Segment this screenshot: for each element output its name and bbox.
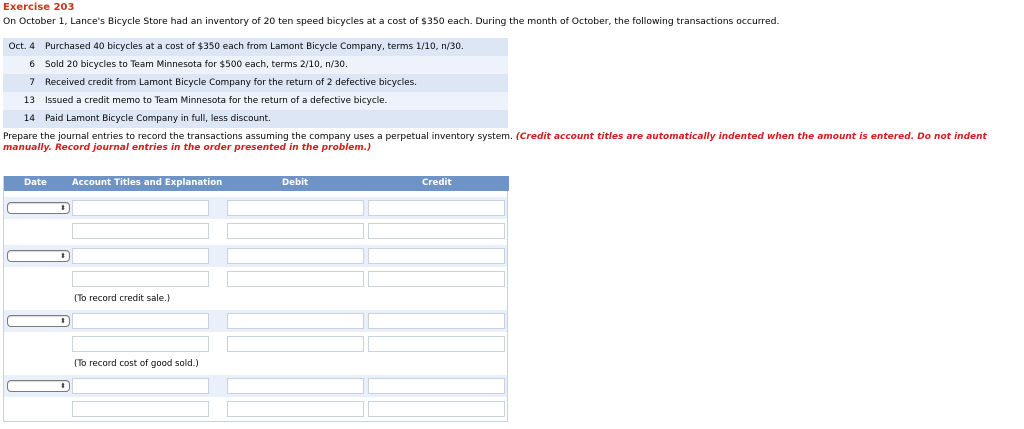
account-input[interactable] [72, 401, 209, 417]
debit-input[interactable] [227, 200, 364, 216]
account-input[interactable] [72, 378, 209, 394]
date-select[interactable] [7, 315, 70, 327]
account-input[interactable] [72, 200, 209, 216]
exercise-title: Exercise 203 [3, 2, 75, 13]
credit-input[interactable] [368, 378, 505, 394]
header-account: Account Titles and Explanation [72, 178, 223, 188]
journal-memo-row [4, 354, 507, 376]
select-arrow-icon: ⬍ [60, 382, 66, 390]
instructions-note: (Credit account titles are automatically indented when the amount is entered. Do not indent manually. Record journal entries in the order presented in the problem.) [3, 132, 987, 153]
debit-input[interactable] [227, 378, 364, 394]
account-input[interactable] [72, 271, 209, 287]
credit-input[interactable] [368, 401, 505, 417]
header-credit: Credit [422, 178, 452, 188]
debit-input[interactable] [227, 401, 364, 417]
transaction-row [3, 38, 508, 56]
transaction-day: 14 [3, 110, 41, 128]
memo-cogs: (To record cost of good sold.) [74, 359, 199, 369]
transaction-row [3, 92, 508, 110]
date-select[interactable] [7, 380, 70, 392]
transaction-text: Received credit from Lamont Bicycle Company for the return of 2 defective bicycles. [41, 74, 508, 92]
transaction-day: 13 [3, 92, 41, 110]
credit-input[interactable] [368, 200, 505, 216]
memo-credit-sale: (To record credit sale.) [74, 294, 171, 304]
debit-input[interactable] [227, 271, 364, 287]
account-input[interactable] [72, 223, 209, 239]
journal-memo-row [4, 289, 507, 311]
journal-entry-table [3, 176, 508, 422]
credit-input[interactable] [368, 271, 505, 287]
journal-row [4, 197, 507, 219]
transaction-text: Sold 20 bicycles to Team Minnesota for $500 each, terms 2/10, n/30. [41, 56, 508, 74]
account-input[interactable] [72, 248, 209, 264]
credit-input[interactable] [368, 313, 505, 329]
journal-row [4, 220, 507, 242]
date-select[interactable] [7, 250, 70, 262]
transaction-text: Purchased 40 bicycles at a cost of $350 each from Lamont Bicycle Company, terms 1/10, n/30. [41, 38, 508, 56]
transaction-day: Oct. 4 [3, 38, 41, 56]
credit-input[interactable] [368, 336, 505, 352]
journal-header [4, 176, 509, 191]
header-debit: Debit [282, 178, 309, 188]
debit-input[interactable] [227, 336, 364, 352]
debit-input[interactable] [227, 223, 364, 239]
intro-text: On October 1, Lance's Bicycle Store had an inventory of 20 ten speed bicycles at a cost of $350 each. During the month of October, the following transactions occurred. [3, 16, 780, 27]
instructions-text: Prepare the journal entries to record the transactions assuming the company uses a perpetual inventory system. [3, 132, 516, 142]
account-input[interactable] [72, 336, 209, 352]
date-select[interactable] [7, 202, 70, 214]
select-arrow-icon: ⬍ [60, 252, 66, 260]
journal-row [4, 333, 507, 355]
header-date: Date [24, 178, 47, 188]
transaction-row [3, 74, 508, 92]
journal-row [4, 375, 507, 397]
transaction-row [3, 110, 508, 128]
transaction-row [3, 56, 508, 74]
credit-input[interactable] [368, 223, 505, 239]
journal-row [4, 310, 507, 332]
select-arrow-icon: ⬍ [60, 317, 66, 325]
journal-row [4, 268, 507, 290]
transaction-text: Issued a credit memo to Team Minnesota for the return of a defective bicycle. [41, 92, 508, 110]
transaction-day: 7 [3, 74, 41, 92]
journal-row [4, 245, 507, 267]
transactions-table [3, 38, 508, 128]
instructions [3, 132, 1023, 154]
debit-input[interactable] [227, 313, 364, 329]
credit-input[interactable] [368, 248, 505, 264]
transaction-text: Paid Lamont Bicycle Company in full, less discount. [41, 110, 508, 128]
account-input[interactable] [72, 313, 209, 329]
transaction-day: 6 [3, 56, 41, 74]
journal-row [4, 398, 507, 420]
select-arrow-icon: ⬍ [60, 204, 66, 212]
debit-input[interactable] [227, 248, 364, 264]
